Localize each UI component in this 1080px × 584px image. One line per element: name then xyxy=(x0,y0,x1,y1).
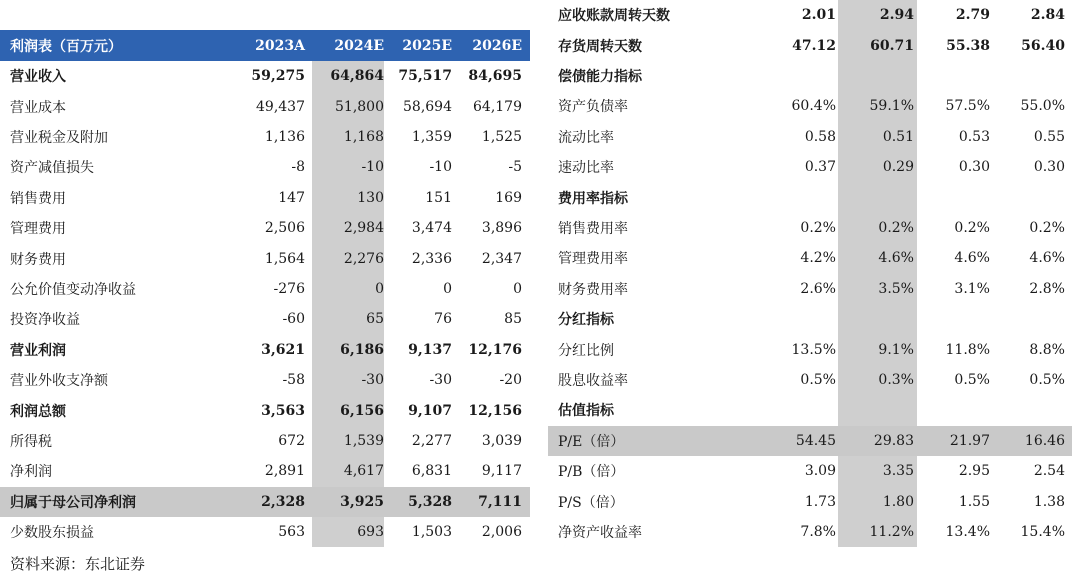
table-row xyxy=(0,122,530,152)
row-label: 归属于母公司净利润 xyxy=(10,494,136,511)
row-value: 1,359 xyxy=(411,128,452,145)
table-row xyxy=(548,456,1072,486)
row-value: 6,186 xyxy=(340,341,384,358)
row-value: 84,695 xyxy=(468,68,522,85)
row-value: 147 xyxy=(278,189,305,206)
row-value: 3,621 xyxy=(261,341,305,358)
row-value: 4.6% xyxy=(878,250,914,267)
row-value: -60 xyxy=(282,311,305,328)
row-value: 49,437 xyxy=(256,98,305,115)
row-value: 13.4% xyxy=(945,523,990,540)
row-value: 3,563 xyxy=(261,402,305,419)
row-label: 估值指标 xyxy=(558,403,614,420)
row-value: -20 xyxy=(499,372,522,389)
table-row xyxy=(0,213,530,243)
row-value: 2.01 xyxy=(801,7,836,24)
row-value: 2,328 xyxy=(261,493,305,510)
row-value: 0.58 xyxy=(804,128,836,145)
row-value: 0 xyxy=(375,280,384,297)
row-value: 693 xyxy=(357,524,384,541)
row-value: -10 xyxy=(361,159,384,176)
table-row xyxy=(0,456,530,486)
table-row xyxy=(0,426,530,456)
row-value: 3.09 xyxy=(804,463,836,480)
row-value: -30 xyxy=(361,372,384,389)
row-value: 1,136 xyxy=(264,128,305,145)
row-value: 56.40 xyxy=(1021,37,1065,54)
row-value: 65 xyxy=(366,311,384,328)
year-header: 2025E xyxy=(402,37,452,54)
row-value: 0 xyxy=(443,280,452,297)
row-value: 0.5% xyxy=(800,371,836,388)
row-value: -10 xyxy=(429,159,452,176)
table-row xyxy=(548,517,1072,547)
row-value: 12,176 xyxy=(468,341,522,358)
row-value: 5,328 xyxy=(408,493,452,510)
row-value: 13.5% xyxy=(791,341,836,358)
table-row xyxy=(0,243,530,273)
row-value xyxy=(760,61,836,91)
row-value xyxy=(993,304,1065,334)
table-row xyxy=(548,395,1072,425)
row-value: 9.1% xyxy=(878,341,914,358)
row-label: 营业外收支净额 xyxy=(10,373,108,390)
row-value: 29.83 xyxy=(873,432,914,449)
row-value: 151 xyxy=(425,189,452,206)
row-label: 所得税 xyxy=(10,433,52,450)
row-value: 54.45 xyxy=(795,432,836,449)
year-header: 2026E xyxy=(472,37,522,54)
row-value: 75,517 xyxy=(398,68,452,85)
row-value: 2.94 xyxy=(879,7,914,24)
row-value: 0.37 xyxy=(804,159,836,176)
table-row xyxy=(548,426,1072,456)
row-label: 营业成本 xyxy=(10,99,66,116)
row-value: 57.5% xyxy=(945,98,990,115)
row-value xyxy=(993,395,1065,425)
row-value: 3,896 xyxy=(481,220,522,237)
row-label: 净利润 xyxy=(10,464,52,481)
row-value: 2.6% xyxy=(800,280,836,297)
row-value xyxy=(916,182,990,212)
row-value: 2,506 xyxy=(264,220,305,237)
table-row xyxy=(0,61,530,91)
table-row xyxy=(548,334,1072,364)
row-value: 60.71 xyxy=(870,37,914,54)
source-note: 资料来源：东北证券 xyxy=(10,555,146,573)
table-row xyxy=(548,61,1072,91)
row-value: 9,117 xyxy=(481,463,522,480)
row-value: 6,156 xyxy=(340,402,384,419)
row-label: 投资净收益 xyxy=(10,312,80,329)
row-value: 1,168 xyxy=(343,128,384,145)
row-value: 3.35 xyxy=(882,463,914,480)
row-value: 2,891 xyxy=(264,463,305,480)
row-value: 0.5% xyxy=(1029,371,1065,388)
table-row xyxy=(548,243,1072,273)
row-value: -5 xyxy=(508,159,522,176)
table-title: 利润表（百万元） xyxy=(10,38,122,55)
row-value: 2,984 xyxy=(343,220,384,237)
table-row xyxy=(548,122,1072,152)
row-value: 76 xyxy=(434,311,452,328)
row-value: 0.2% xyxy=(954,219,990,236)
table-row xyxy=(0,335,530,365)
row-value: 1,525 xyxy=(481,128,522,145)
row-value: 1.80 xyxy=(882,493,914,510)
row-value: 1,539 xyxy=(343,432,384,449)
row-label: 资产减值损失 xyxy=(10,160,94,177)
row-label: 销售费用率 xyxy=(558,220,628,237)
row-label: 流动比率 xyxy=(558,129,614,146)
table-row xyxy=(548,91,1072,121)
row-value xyxy=(993,182,1065,212)
row-value: 3,474 xyxy=(411,220,452,237)
row-value xyxy=(760,182,836,212)
table-row xyxy=(548,274,1072,304)
row-label: 偿债能力指标 xyxy=(558,68,642,85)
row-value: 0.53 xyxy=(958,128,990,145)
row-value: 55.38 xyxy=(946,37,990,54)
row-value: 2.95 xyxy=(958,463,990,480)
row-value: 0.5% xyxy=(954,371,990,388)
row-label: 管理费用率 xyxy=(558,251,628,268)
row-value: 2.54 xyxy=(1033,463,1065,480)
row-value: 2,336 xyxy=(411,250,452,267)
row-value: 85 xyxy=(504,311,522,328)
row-value: 0.29 xyxy=(882,159,914,176)
row-value: 51,800 xyxy=(335,98,384,115)
row-label: 股息收益率 xyxy=(558,372,628,389)
row-value: 4.6% xyxy=(954,250,990,267)
row-label: 净资产收益率 xyxy=(558,524,642,541)
table-row xyxy=(0,183,530,213)
row-value: 2,347 xyxy=(481,250,522,267)
row-value: 64,179 xyxy=(473,98,522,115)
row-label: 营业税金及附加 xyxy=(10,129,108,146)
table-row xyxy=(548,486,1072,516)
row-label: 分红比例 xyxy=(558,342,614,359)
row-value: 6,831 xyxy=(411,463,452,480)
table-row xyxy=(548,152,1072,182)
row-value: 16.46 xyxy=(1024,432,1065,449)
row-value: -30 xyxy=(429,372,452,389)
table-row xyxy=(0,274,530,304)
row-value: 0.55 xyxy=(1033,128,1065,145)
row-value: 2,277 xyxy=(411,432,452,449)
year-header: 2024E xyxy=(334,37,384,54)
table-row xyxy=(0,365,530,395)
row-value: 64,864 xyxy=(330,68,384,85)
row-value: 1,503 xyxy=(411,524,452,541)
row-value: 11.2% xyxy=(869,523,914,540)
row-value: 11.8% xyxy=(945,341,990,358)
row-value: 1,564 xyxy=(264,250,305,267)
row-value: 169 xyxy=(495,189,522,206)
row-value: 0.30 xyxy=(958,159,990,176)
row-value: 58,694 xyxy=(403,98,452,115)
row-value: 3.1% xyxy=(954,280,990,297)
row-value xyxy=(916,395,990,425)
row-label: P/E（倍） xyxy=(558,433,625,450)
row-value: 7,111 xyxy=(478,493,522,510)
row-value xyxy=(760,304,836,334)
row-label: 资产负债率 xyxy=(558,99,628,116)
table-row xyxy=(0,91,530,121)
row-value: 3.5% xyxy=(878,280,914,297)
row-value: 0.30 xyxy=(1033,159,1065,176)
row-label: 利润总额 xyxy=(10,403,66,420)
row-value: 12,156 xyxy=(468,402,522,419)
table-row xyxy=(0,152,530,182)
row-value xyxy=(840,61,914,91)
row-value: 2.79 xyxy=(955,7,990,24)
table-row xyxy=(548,213,1072,243)
row-value: 672 xyxy=(278,432,305,449)
row-value xyxy=(916,61,990,91)
row-value: 0.51 xyxy=(882,128,914,145)
row-value: 1.55 xyxy=(958,493,990,510)
table-row xyxy=(0,304,530,334)
row-value: 2,006 xyxy=(481,524,522,541)
row-value: 59.1% xyxy=(869,98,914,115)
table-row xyxy=(0,487,530,517)
row-value: 15.4% xyxy=(1020,523,1065,540)
row-value: 60.4% xyxy=(791,98,836,115)
row-value: 59,275 xyxy=(251,68,305,85)
row-label: 财务费用 xyxy=(10,251,66,268)
table-row xyxy=(548,304,1072,334)
row-label: 分红指标 xyxy=(558,312,614,329)
row-value xyxy=(840,304,914,334)
row-value xyxy=(760,395,836,425)
row-value: 563 xyxy=(278,524,305,541)
row-value: 0.2% xyxy=(800,219,836,236)
row-value: 0 xyxy=(513,280,522,297)
row-value: 3,925 xyxy=(340,493,384,510)
row-label: 应收账款周转天数 xyxy=(558,8,670,25)
row-value: 1.73 xyxy=(804,493,836,510)
row-value: 0.3% xyxy=(878,371,914,388)
row-label: 少数股东损益 xyxy=(10,525,94,542)
row-value: 2.8% xyxy=(1029,280,1065,297)
table-row xyxy=(548,182,1072,212)
row-label: 公允价值变动净收益 xyxy=(10,281,136,298)
row-value: 0.2% xyxy=(1029,219,1065,236)
row-value: -276 xyxy=(273,280,305,297)
row-value: 3,039 xyxy=(481,432,522,449)
row-value: 2.84 xyxy=(1030,7,1065,24)
row-value: 1.38 xyxy=(1033,493,1065,510)
row-value: -8 xyxy=(291,159,305,176)
table-row xyxy=(548,0,1072,30)
row-value xyxy=(840,395,914,425)
row-value xyxy=(993,61,1065,91)
row-label: P/B（倍） xyxy=(558,464,625,481)
row-value: 4,617 xyxy=(343,463,384,480)
year-header: 2023A xyxy=(255,37,305,54)
table-row xyxy=(0,517,530,547)
row-value: 130 xyxy=(357,189,384,206)
row-value: 21.97 xyxy=(949,432,990,449)
row-label: 销售费用 xyxy=(10,190,66,207)
row-value: 55.0% xyxy=(1020,98,1065,115)
table-row xyxy=(0,395,530,425)
row-value xyxy=(840,182,914,212)
row-value: 47.12 xyxy=(792,37,836,54)
row-value: 4.6% xyxy=(1029,250,1065,267)
table-row xyxy=(548,365,1072,395)
row-label: 存货周转天数 xyxy=(558,38,642,55)
row-value: -58 xyxy=(282,372,305,389)
row-value: 0.2% xyxy=(878,219,914,236)
row-value: 2,276 xyxy=(343,250,384,267)
table-header xyxy=(0,30,530,61)
row-label: 管理费用 xyxy=(10,221,66,238)
row-label: 营业利润 xyxy=(10,342,66,359)
row-value: 9,137 xyxy=(408,341,452,358)
row-label: P/S（倍） xyxy=(558,494,624,511)
row-value: 4.2% xyxy=(800,250,836,267)
row-label: 营业收入 xyxy=(10,69,66,86)
row-value: 7.8% xyxy=(800,523,836,540)
table-row xyxy=(548,30,1072,60)
row-label: 速动比率 xyxy=(558,160,614,177)
row-label: 财务费用率 xyxy=(558,281,628,298)
row-label: 费用率指标 xyxy=(558,190,628,207)
row-value xyxy=(916,304,990,334)
row-value: 9,107 xyxy=(408,402,452,419)
row-value: 8.8% xyxy=(1029,341,1065,358)
